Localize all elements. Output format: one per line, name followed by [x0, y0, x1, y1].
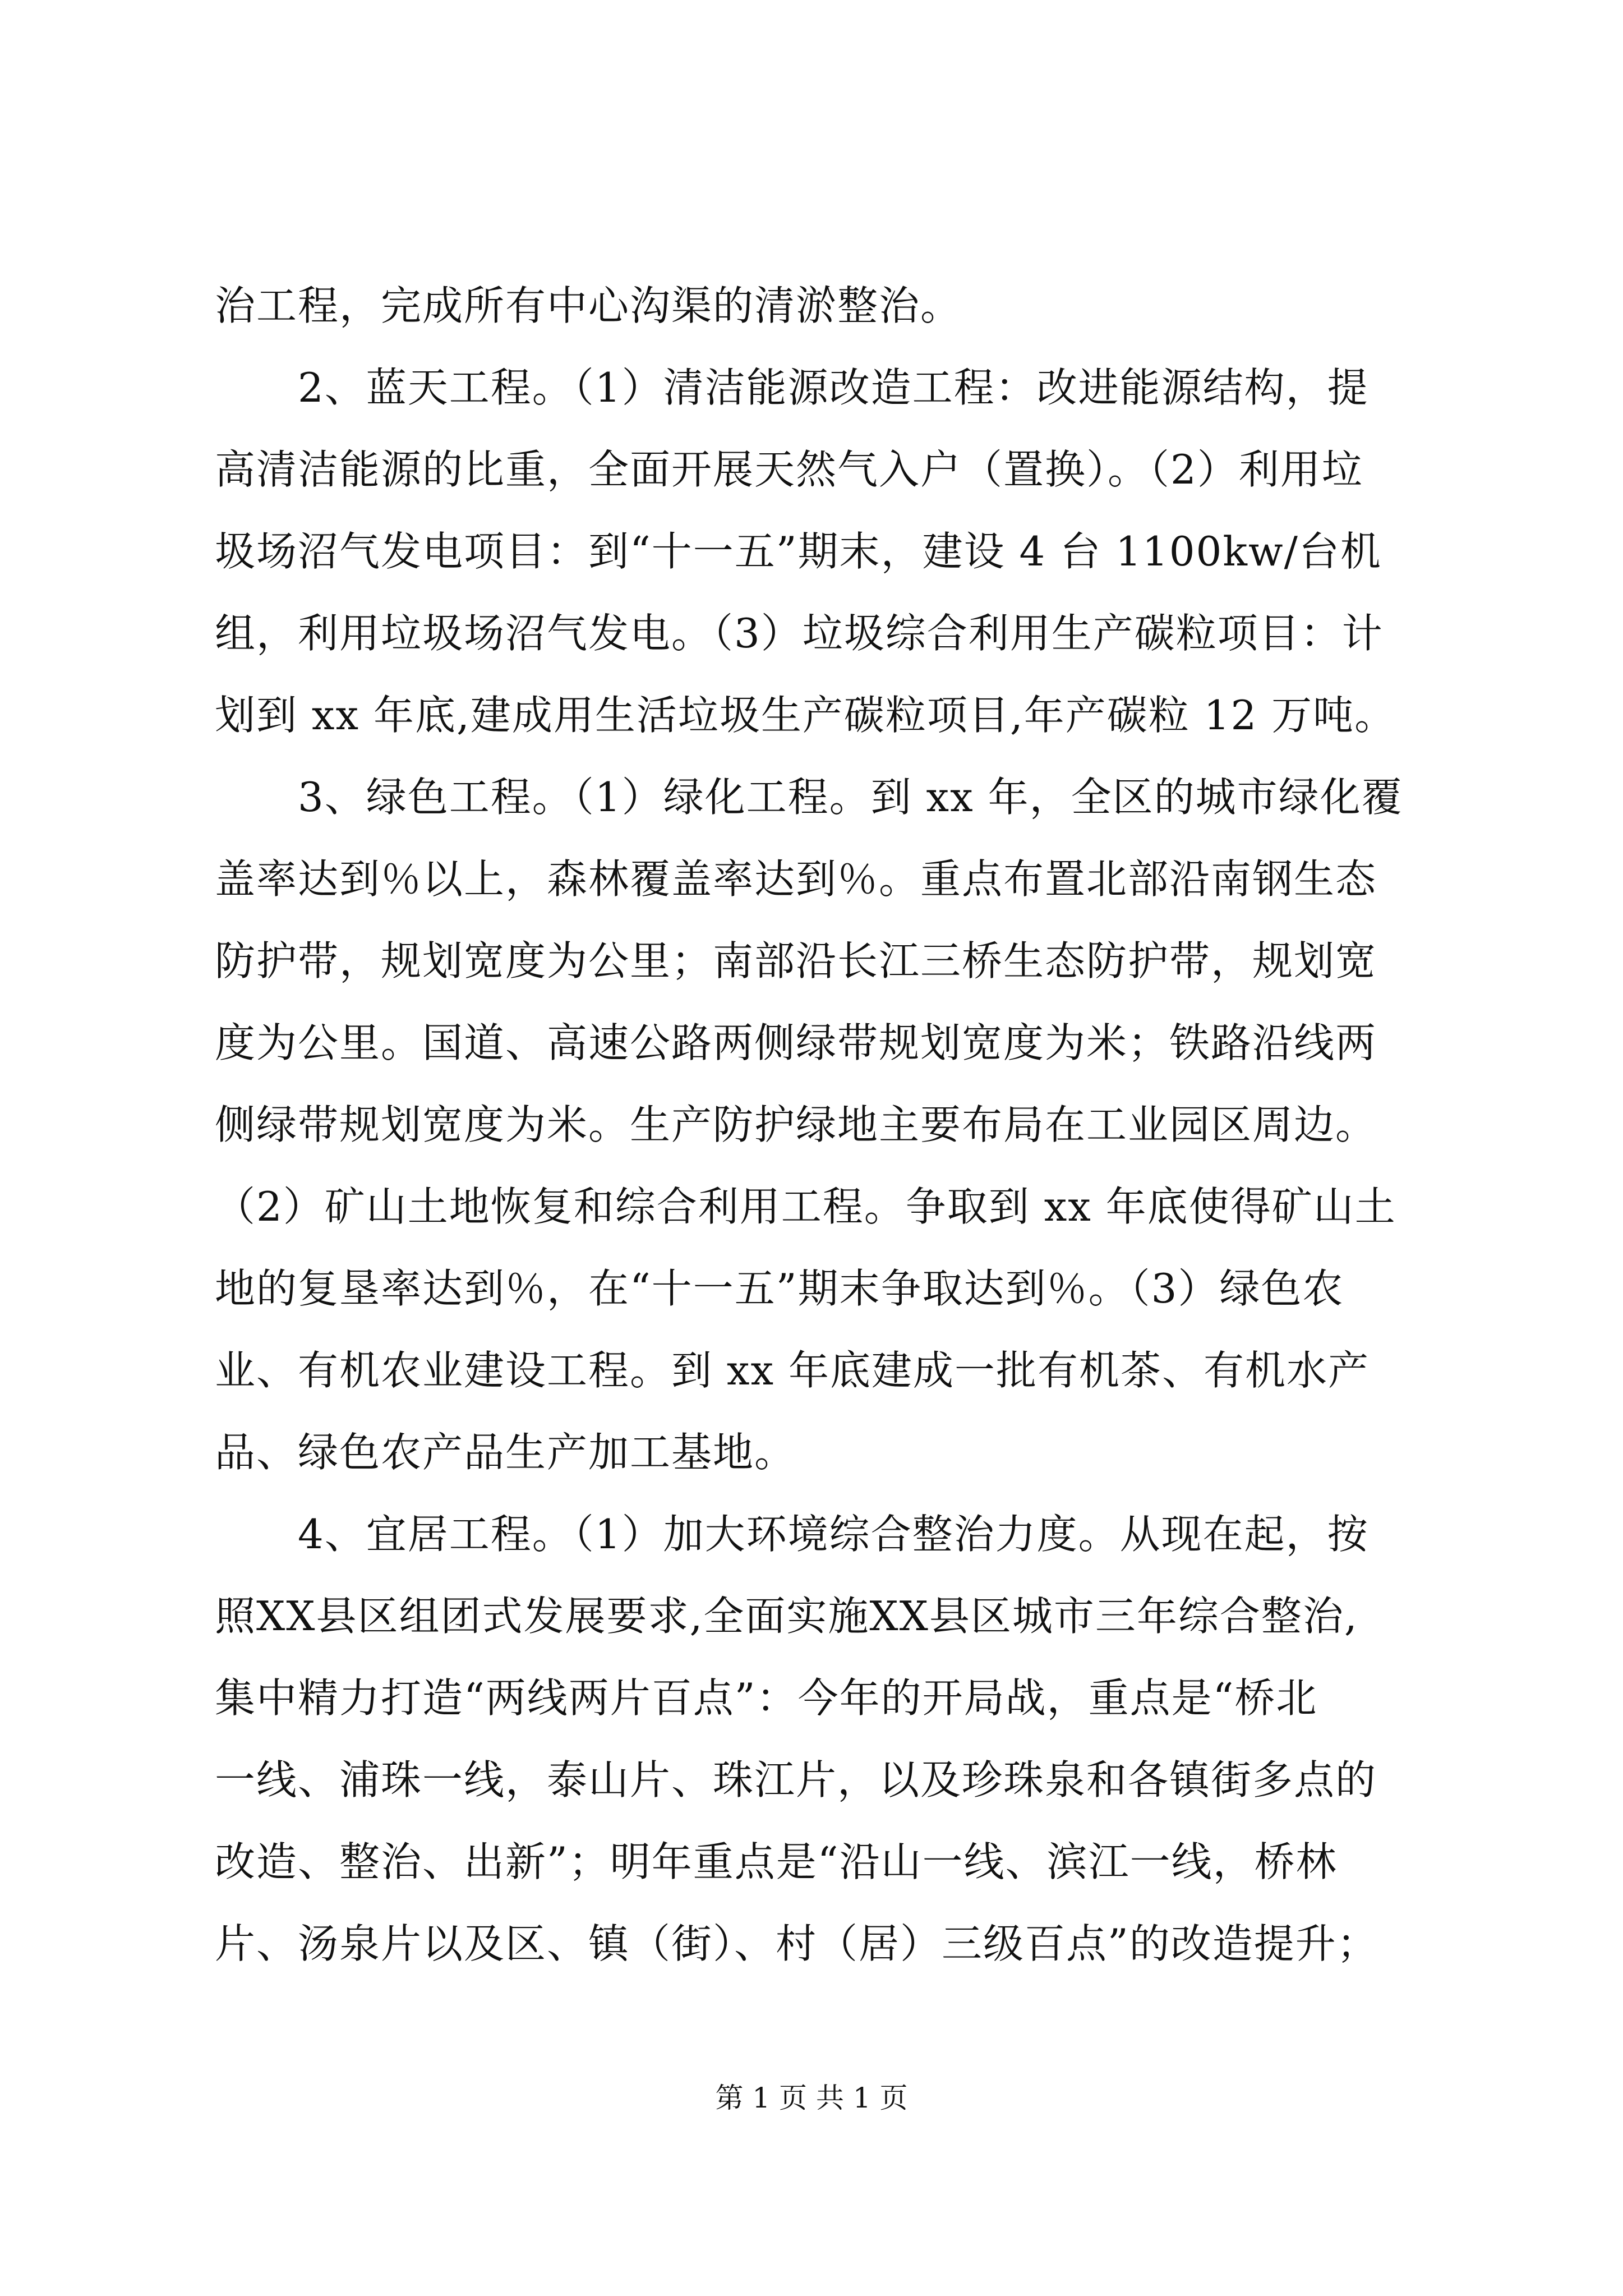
text-line: 照XX县区组团式发展要求,全面实施XX县区城市三年综合整治,	[215, 1593, 1358, 1640]
text-line: 集中精力打造“两线两片百点”：今年的开局战，重点是“桥北	[215, 1674, 1318, 1722]
text-line: 4、宜居工程。（1）加大环境综合整治力度。从现在起，按	[215, 1511, 1369, 1558]
text-line: 品、绿色农产品生产加工基地。	[215, 1429, 796, 1476]
text-line: 改造、整治、出新”；明年重点是“沿山一线、滨江一线，桥林	[215, 1838, 1338, 1885]
text-line: 业、有机农业建设工程。到 xx 年底建成一批有机茶、有机水产	[215, 1347, 1370, 1394]
text-line: 组，利用垃圾场沼气发电。（3）垃圾综合利用生产碳粒项目：计	[215, 610, 1384, 657]
text-line: 2、蓝天工程。（1）清洁能源改造工程：改进能源结构，提	[215, 364, 1369, 411]
text-line: 侧绿带规划宽度为米。生产防护绿地主要布局在工业园区周边。	[215, 1101, 1377, 1148]
page-footer: 第 1 页 共 1 页	[715, 2082, 908, 2114]
text-line: 防护带，规划宽度为公里；南部沿长江三桥生态防护带，规划宽	[215, 937, 1377, 984]
text-line: 盖率达到％以上，森林覆盖率达到％。重点布置北部沿南钢生态	[215, 855, 1377, 903]
text-line: 治工程，完成所有中心沟渠的清淤整治。	[215, 282, 962, 329]
text-line: 片、汤泉片以及区、镇（街）、村（居）三级百点”的改造提升；	[215, 1920, 1378, 1967]
text-line: 一线、浦珠一线，泰山片、珠江片，以及珍珠泉和各镇街多点的	[215, 1756, 1377, 1803]
text-line: 高清洁能源的比重，全面开展天然气入户（置换）。（2）利用垃	[215, 446, 1363, 493]
text-line: 圾场沼气发电项目：到“十一五”期末，建设 4 台 1100kw/台机	[215, 528, 1382, 575]
text-line: 3、绿色工程。（1）绿化工程。到 xx 年，全区的城市绿化覆	[215, 774, 1403, 821]
text-line: 度为公里。国道、高速公路两侧绿带规划宽度为米；铁路沿线两	[215, 1019, 1377, 1066]
text-line: 划到 xx 年底,建成用生活垃圾生产碳粒项目,年产碳粒 12 万吨。	[215, 692, 1396, 739]
text-line: （2）矿山土地恢复和综合利用工程。争取到 xx 年底使得矿山土	[215, 1183, 1396, 1230]
text-line: 地的复垦率达到％，在“十一五”期末争取达到％。（3）绿色农	[215, 1265, 1344, 1312]
